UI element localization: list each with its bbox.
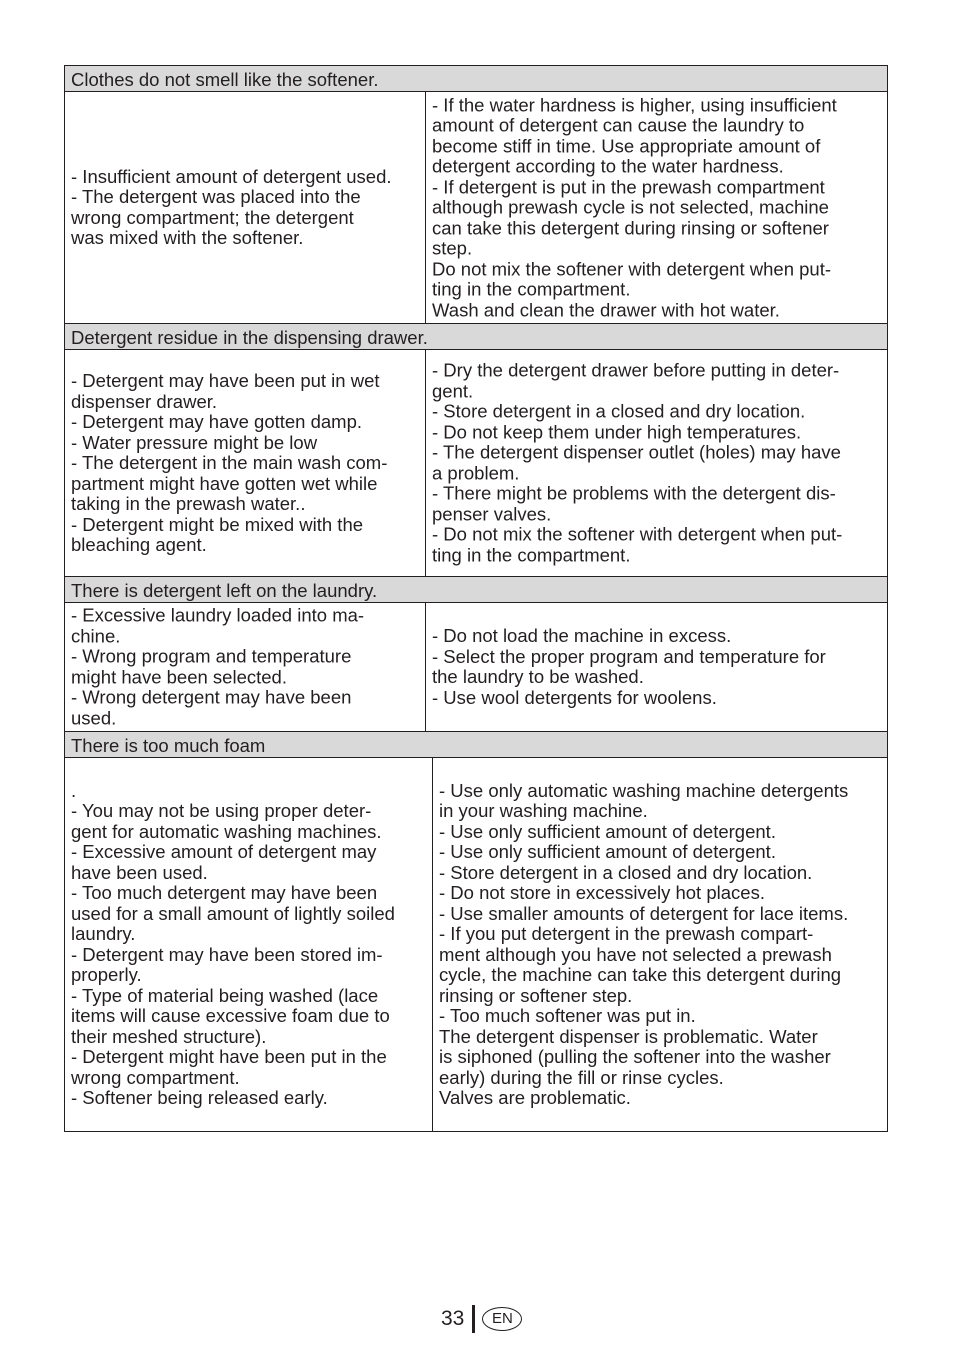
solution-line: - Use only sufficient amount of detergent. — [439, 841, 776, 862]
solution-line: detergent according to the water hardness. — [432, 155, 784, 177]
solutions-cell — [426, 350, 887, 576]
section-detergent-left-on-laundry — [64, 576, 888, 732]
cause-line: was mixed with the softener. — [71, 227, 304, 248]
causes-cell — [65, 92, 426, 323]
solution-line: ment although you have not selected a prewash — [439, 943, 832, 965]
cause-line: properly. — [71, 964, 142, 985]
solutions-cell — [426, 92, 887, 323]
solution-line: a problem. — [432, 462, 520, 483]
footer-divider — [472, 1305, 475, 1333]
cause-line: - Excessive amount of detergent may — [71, 841, 377, 862]
section-row — [65, 92, 887, 323]
solution-line: ting in the compartment. — [432, 544, 631, 565]
solution-line: Wash and clean the drawer with hot water. — [432, 298, 780, 320]
section-title: Clothes do not smell like the softener. — [65, 66, 887, 92]
section-row — [65, 603, 887, 731]
cause-line: wrong compartment. — [71, 1066, 240, 1088]
section-detergent-residue — [64, 323, 888, 577]
solution-line: step. — [432, 237, 473, 259]
causes-list — [71, 781, 429, 1109]
cause-line: - Detergent may have been put in wet — [71, 369, 380, 391]
language-badge: EN — [482, 1307, 522, 1331]
cause-line: their meshed structure). — [71, 1025, 267, 1047]
solution-line: - Use only sufficient amount of detergent. — [439, 820, 776, 842]
solution-line: early) during the fill or rinse cycles. — [439, 1066, 724, 1088]
cause-line: - The detergent in the main wash com- — [71, 451, 388, 473]
solution-line: - Use wool detergents for woolens. — [432, 686, 717, 708]
solution-line: - Store detergent in a closed and dry location. — [432, 400, 806, 422]
solutions-list — [432, 95, 884, 321]
cause-line: wrong compartment; the detergent — [71, 206, 354, 228]
section-too-much-foam — [64, 731, 888, 1132]
section-row — [65, 758, 887, 1131]
cause-line: gent for automatic washing machines. — [71, 820, 382, 842]
solution-line: gent. — [432, 380, 474, 401]
solutions-list — [439, 781, 884, 1109]
solution-line: in your washing machine. — [439, 800, 648, 821]
cause-line: - Wrong detergent may have been — [71, 686, 352, 708]
page-footer — [441, 1304, 522, 1334]
solutions-cell — [426, 603, 887, 731]
cause-line: laundry. — [71, 923, 136, 944]
cause-line: - Wrong program and temperature — [71, 645, 352, 667]
solution-line: although prewash cycle is not selected, machine — [432, 196, 829, 218]
causes-cell — [65, 350, 426, 576]
solution-line: The detergent dispenser is problematic. Water — [439, 1025, 818, 1047]
section-row — [65, 350, 887, 576]
causes-list — [71, 606, 422, 729]
section-title: Detergent residue in the dispensing drawer. — [65, 324, 887, 350]
solution-line: - If you put detergent in the prewash compart- — [439, 923, 814, 944]
page-number: 33 — [441, 1307, 465, 1330]
solution-line: is siphoned (pulling the softener into the washer — [439, 1046, 831, 1067]
solution-line: become stiff in time. Use appropriate amount of — [432, 134, 821, 156]
cause-line: - Water pressure might be low — [71, 431, 318, 453]
cause-line: - Excessive laundry loaded into ma- — [71, 604, 365, 626]
solution-line: ting in the compartment. — [432, 278, 631, 300]
cause-line: used for a small amount of lightly soiled — [71, 902, 395, 924]
solution-line: amount of detergent can cause the laundry to — [432, 114, 805, 136]
solution-line: penser valves. — [432, 503, 552, 524]
cause-line: - Detergent may have gotten damp. — [71, 410, 363, 432]
solution-line: - There might be problems with the detergent dis- — [432, 482, 836, 504]
solutions-list — [432, 361, 884, 566]
solution-line: the laundry to be washed. — [432, 666, 644, 687]
cause-line: - You may not be using proper deter- — [71, 800, 372, 821]
solution-line: cycle, the machine can take this detergent during — [439, 964, 842, 985]
solution-line: - If detergent is put in the prewash compartment — [432, 175, 825, 197]
solutions-list — [432, 626, 884, 708]
cause-line: - Detergent might have been put in the — [71, 1046, 387, 1067]
section-title: There is detergent left on the laundry. — [65, 577, 887, 603]
cause-line: taking in the prewash water.. — [71, 492, 306, 514]
cause-line: . — [71, 779, 77, 801]
solution-line: - Select the proper program and temperature for — [432, 645, 826, 667]
cause-line: might have been selected. — [71, 666, 287, 687]
solution-line: - Use only automatic washing machine detergents — [439, 779, 849, 801]
cause-line: - Detergent may have been stored im- — [71, 943, 383, 965]
cause-line: - Type of material being washed (lace — [71, 984, 379, 1006]
solution-line: rinsing or softener step. — [439, 984, 633, 1006]
solution-line: - Too much softener was put in. — [439, 1005, 696, 1026]
causes-list — [71, 371, 422, 556]
solutions-cell — [433, 758, 887, 1131]
solution-line: - Dry the detergent drawer before putting in deter- — [432, 359, 840, 381]
cause-line: chine. — [71, 625, 121, 646]
causes-cell — [65, 758, 433, 1131]
cause-line: - Too much detergent may have been — [71, 882, 378, 903]
cause-line: dispenser drawer. — [71, 390, 218, 412]
section-title: There is too much foam — [65, 732, 887, 758]
causes-cell — [65, 603, 426, 731]
cause-line: bleaching agent. — [71, 533, 207, 555]
solution-line: Do not mix the softener with detergent when put- — [432, 257, 831, 279]
solution-line: - If the water hardness is higher, using insufficient — [432, 93, 837, 115]
cause-line: - Insufficient amount of detergent used. — [71, 165, 392, 187]
section-softener-smell — [64, 65, 888, 324]
solution-line: - Use smaller amounts of detergent for lace items. — [439, 902, 849, 924]
solution-line: Valves are problematic. — [439, 1087, 631, 1108]
cause-line: items will cause excessive foam due to — [71, 1005, 390, 1026]
solution-line: - The detergent dispenser outlet (holes) may have — [432, 441, 841, 463]
causes-list — [71, 167, 422, 249]
cause-line: used. — [71, 707, 117, 728]
cause-line: partment might have gotten wet while — [71, 472, 378, 494]
solution-line: - Store detergent in a closed and dry location. — [439, 861, 813, 883]
solution-line: - Do not keep them under high temperatures. — [432, 421, 802, 442]
cause-line: have been used. — [71, 861, 208, 883]
solution-line: - Do not mix the softener with detergent when put- — [432, 523, 843, 545]
solution-line: - Do not load the machine in excess. — [432, 625, 732, 646]
cause-line: - Softener being released early. — [71, 1087, 328, 1108]
solution-line: - Do not store in excessively hot places. — [439, 882, 765, 903]
solution-line: can take this detergent during rinsing or softener — [432, 216, 829, 238]
cause-line: - The detergent was placed into the — [71, 186, 361, 207]
cause-line: - Detergent might be mixed with the — [71, 513, 364, 535]
